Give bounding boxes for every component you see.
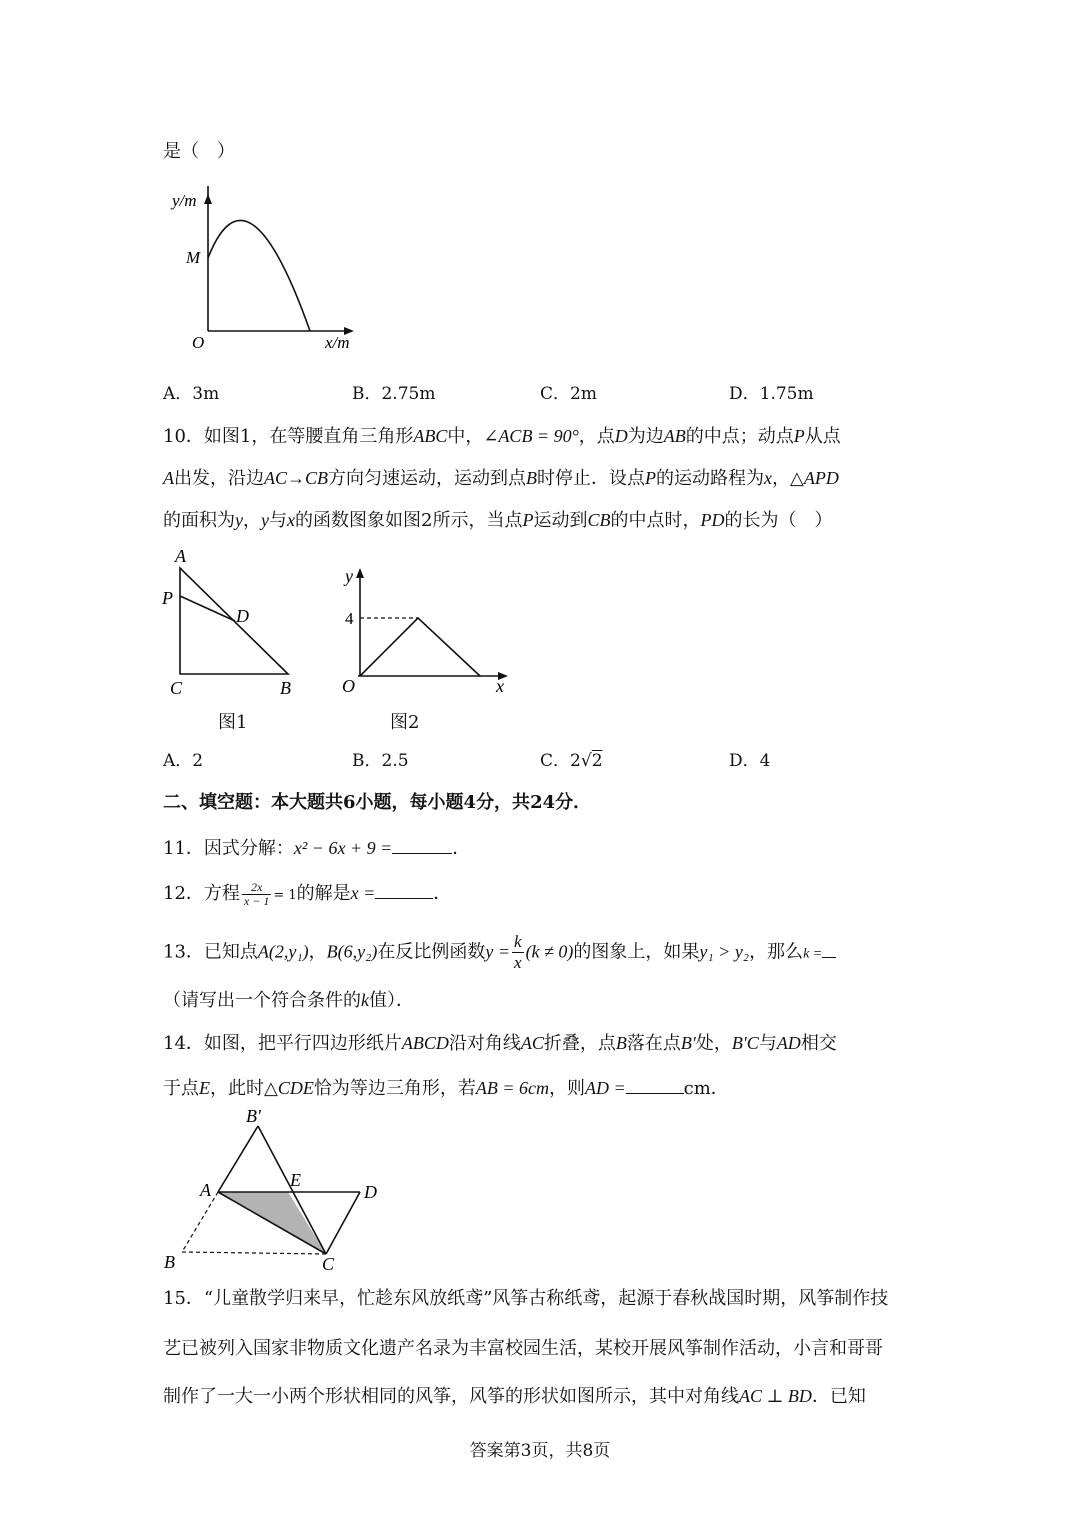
q9-x-label: x/m [325,333,350,352]
q15-line-3: 制作了一大一小两个形状相同的风筝，风筝的形状如图所示，其中对角线AC ⊥ BD．已知 [163,1386,866,1407]
q14-segment-dc [326,1192,360,1254]
svg-text:D: D [364,1182,377,1202]
svg-text:A: A [200,1180,211,1200]
svg-text:y: y [345,566,353,586]
svg-text:O: O [342,676,355,696]
svg-text:4: 4 [345,609,354,628]
sqrt-icon: √ [580,751,592,771]
q9-y-label: y/m [172,191,197,210]
svg-text:B: B [164,1252,175,1272]
q14-answer-blank [626,1075,684,1094]
q15-line-1: 15．“儿童散学归来早，忙趁东风放纸鸢”风筝古称纸鸢，起源于春秋战国时期，风筝制作技 [163,1288,889,1309]
q10-option-c-coef: 2 [570,751,581,771]
svg-text:C: C [322,1254,335,1274]
q14-dashed-ab [182,1192,218,1252]
q11-answer-blank [392,835,452,854]
q10-figure-2-caption: 图2 [390,712,420,733]
q10-figure-2 [330,560,520,700]
q10-figure-1-caption: 图1 [218,712,248,733]
svg-text:x: x [496,676,504,696]
q10-option-d: D．4 [729,751,771,771]
svg-text:B: B [280,678,291,698]
q12: 12．方程 $\frac{2x}{x - 1}$ = 1的解是x = ． [163,879,452,908]
page-footer: 答案第3页，共8页 [469,1441,611,1461]
q9-origin-label: O [192,333,205,352]
q9-option-b: B．2.75m [352,384,436,404]
q12-fraction: $\frac{2x}{x - 1}$ [243,879,270,908]
q10-option-b: B．2.5 [352,751,409,771]
q14-line-2: 于点E，此时△CDE恰为等边三角形，若AB = 6cm，则AD = cm． [163,1075,729,1101]
q9-tail: 是（ ） [163,141,235,162]
q9-option-a: A．3m [163,384,220,404]
q10-segment-pd [180,596,235,621]
svg-text:E: E [290,1170,301,1190]
svg-text:D: D [236,606,249,626]
q13-line-2: （请写出一个符合条件的k值）． [163,990,414,1011]
q12-answer-blank [375,880,433,899]
q9-m-label: M [186,248,201,267]
q10-line-3: 的面积为y，y与x的函数图象如图2所示，当点P运动到CB的中点时，PD的长为（ ） [163,510,833,531]
q9-option-c: C．2m [540,384,597,404]
q14-figure [158,1102,398,1274]
svg-text:C: C [170,678,183,698]
q9-parabola-graph [160,186,370,358]
q14-line-1: 14．如图，把平行四边形纸片ABCD沿对角线AC折叠，点B落在点B′处，B′C与AD相交 [163,1033,837,1054]
q10-line-2: A出发，沿边AC→CB方向匀速运动，运动到点B时停止．设点P的运动路程为x，△APD [163,468,839,489]
svg-text:A: A [175,546,186,566]
svg-text:P: P [162,588,173,608]
q15-line-2: 艺已被列入国家非物质文化遗产名录为丰富校园生活，某校开展风筝制作活动，小言和哥哥 [163,1338,883,1359]
q10-fig2-graph [360,618,480,676]
q14-segment-ab-prime [218,1126,258,1192]
q14-dashed-bc [182,1252,326,1254]
section-2-heading: 二、填空题：本大题共6小题，每小题4分，共24分． [163,792,592,813]
q10-line-1: 10．如图1，在等腰直角三角形ABC中，∠ACB = 90°，点D为边AB的中点；动点P从点 [163,426,841,447]
q9-option-d: D．1.75m [729,384,814,404]
q10-figure-1 [158,542,308,702]
q11: 11．因式分解：x² − 6x + 9 = ． [163,835,470,861]
q9-parabola [208,220,310,331]
q10-option-a: A．2 [163,751,204,771]
q10-option-c: C．2√2 [540,751,603,771]
q13-fraction: $\frac{k}{x}$ [514,932,522,972]
q10-option-c-radicand: 2 [591,751,603,771]
q13: 13．已知点A(2,y₁)，B(6,y₂)在反比例函数y = $\frac{k}{x}$ (k ≠ 0)的图象上，如果y₁ > y₂，那么k = [163,932,836,976]
q13-answer-blank [822,939,836,958]
svg-text:B′: B′ [246,1106,261,1126]
